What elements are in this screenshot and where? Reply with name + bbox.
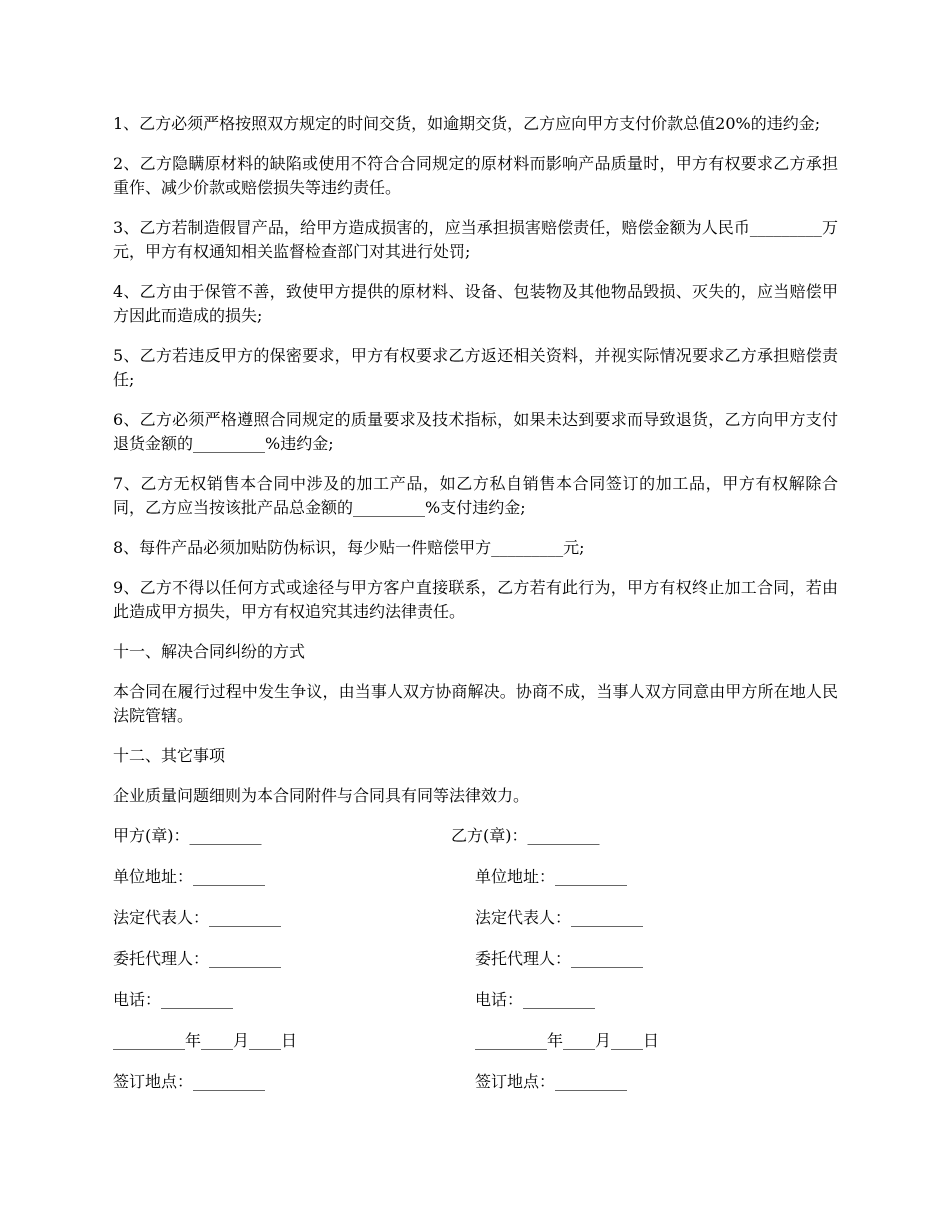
clause-6: 6、乙方必须严格遵照合同规定的质量要求及技术指标，如果未达到要求而导致退货，乙方向甲方支付退货金额的_________%违约金;	[113, 410, 838, 453]
signature-row-seal	[113, 824, 838, 848]
party-a-address-field: 单位地址：_________	[113, 867, 266, 886]
clause-9: 9、乙方不得以任何方式或途径与甲方客户直接联系，乙方若有此行为，甲方有权终止加工合同，若由此造成甲方损失，甲方有权追究其违约法律责任。	[113, 578, 838, 621]
signature-row-phone	[113, 988, 838, 1012]
clause-1: 1、乙方必须严格按照双方规定的时间交货，如逾期交货，乙方应向甲方支付价款总值20%的违约金;	[113, 114, 821, 133]
party-b-date-field: _________年____月____日	[475, 1031, 660, 1050]
party-b-agent-field: 委托代理人：_________	[475, 949, 644, 968]
signature-row-legal-rep	[113, 906, 838, 930]
clause-2: 2、乙方隐瞒原材料的缺陷或使用不符合合同规定的原材料而影响产品质量时，甲方有权要求乙方承担重作、减少价款或赔偿损失等违约责任。	[113, 154, 838, 197]
signature-row-date	[113, 1029, 838, 1053]
party-a-location-field: 签订地点：_________	[113, 1072, 266, 1091]
party-b-seal-field: 乙方(章)：_________	[451, 826, 600, 845]
party-a-date-field: _________年____月____日	[113, 1031, 298, 1050]
clause-7: 7、乙方无权销售本合同中涉及的加工产品，如乙方私自销售本合同签订的加工品，甲方有权解除合同，乙方应当按该批产品总金额的_________%支付违约金;	[113, 474, 838, 517]
party-b-address-field: 单位地址：_________	[475, 867, 628, 886]
party-a-seal-field: 甲方(章)：_________	[113, 826, 262, 845]
signature-row-address	[113, 865, 838, 889]
clause-3: 3、乙方若制造假冒产品，给甲方造成损害的，应当承担损害赔偿责任，赔偿金额为人民币_________万元，甲方有权通知相关监督检查部门对其进行处罚;	[113, 218, 838, 261]
section-11-heading: 十一、解决合同纠纷的方式	[113, 642, 306, 661]
contract-page	[113, 112, 838, 1111]
signature-row-agent	[113, 947, 838, 971]
party-b-location-field: 签订地点：_________	[475, 1072, 628, 1091]
party-a-phone-field: 电话：_________	[113, 990, 234, 1009]
party-a-legal-rep-field: 法定代表人：_________	[113, 908, 282, 927]
section-11-body: 本合同在履行过程中发生争议，由当事人双方协商解决。协商不成，当事人双方同意由甲方所在地人民法院管辖。	[113, 682, 838, 725]
clause-8: 8、每件产品必须加贴防伪标识，每少贴一件赔偿甲方_________元;	[113, 538, 585, 557]
signature-block	[113, 824, 838, 1094]
party-b-phone-field: 电话：_________	[475, 990, 596, 1009]
clause-4: 4、乙方由于保管不善，致使甲方提供的原材料、设备、包装物及其他物品毁损、灭失的，应当赔偿甲方因此而造成的损失;	[113, 282, 838, 325]
party-a-agent-field: 委托代理人：_________	[113, 949, 282, 968]
signature-row-location	[113, 1070, 838, 1094]
party-b-legal-rep-field: 法定代表人：_________	[475, 908, 644, 927]
section-12-body: 企业质量问题细则为本合同附件与合同具有同等法律效力。	[113, 786, 530, 805]
clause-5: 5、乙方若违反甲方的保密要求，甲方有权要求乙方返还相关资料，并视实际情况要求乙方承担赔偿责任;	[113, 346, 838, 389]
section-12-heading: 十二、其它事项	[113, 746, 226, 765]
